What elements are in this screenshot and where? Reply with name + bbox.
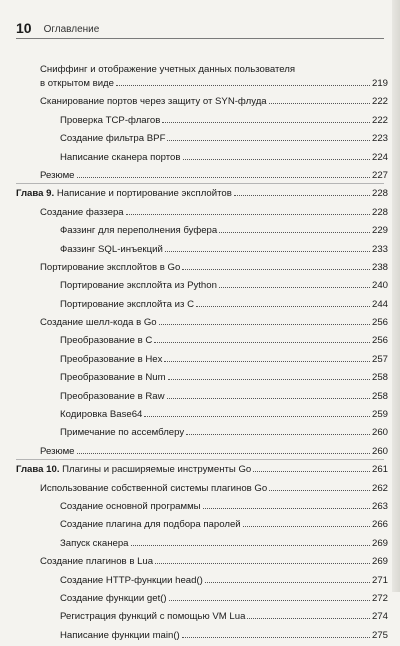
dot-leader — [186, 425, 370, 435]
toc-page-number: 224 — [371, 151, 388, 163]
dot-leader — [243, 517, 370, 527]
toc-page-number: 256 — [371, 335, 388, 347]
toc-page-number: 260 — [371, 445, 388, 457]
toc-entry-row[interactable] — [16, 260, 388, 278]
dot-leader — [167, 131, 370, 141]
toc-entry-label: Написание функции main() — [60, 629, 180, 641]
dot-leader — [167, 389, 370, 399]
toc-entry-row[interactable] — [16, 573, 388, 591]
dot-leader — [205, 573, 370, 583]
toc-entry-label: Создание плагинов в Lua — [40, 556, 154, 568]
toc-entry-label: Сканирование портов через защиту от SYN-флуда — [40, 96, 267, 108]
toc-entry-label: Портирование эксплойта из Python — [60, 280, 217, 292]
dot-leader — [168, 370, 370, 380]
running-title: Оглавление — [43, 24, 100, 35]
toc-entry-row[interactable] — [16, 223, 388, 241]
chapter-title: Написание и портирование эксплойтов — [54, 188, 232, 200]
toc-page-number: 229 — [371, 225, 388, 237]
toc-entry-row[interactable] — [16, 370, 388, 388]
toc-entry-row[interactable] — [16, 242, 388, 260]
toc-page-number: 258 — [371, 390, 388, 402]
toc-page-number: 227 — [371, 169, 388, 181]
toc-entry-row[interactable] — [16, 333, 388, 351]
dot-leader — [159, 315, 370, 325]
toc-entry-row[interactable] — [16, 352, 388, 370]
toc-page-number: 259 — [371, 409, 388, 421]
dot-leader — [269, 94, 370, 104]
dot-leader — [169, 591, 370, 601]
toc-entry-label: Сниффинг и отображение учетных данных пользователя — [40, 64, 296, 75]
toc-entry-label: Портирование эксплойтов в Go — [40, 261, 181, 273]
dot-leader — [144, 407, 370, 417]
toc-page-number: 271 — [371, 574, 388, 586]
toc-entry-label: Фаззинг для переполнения буфера — [60, 225, 218, 237]
toc-entry-label: Регистрация функций с помощью VM Lua — [60, 611, 246, 623]
toc-entry-row[interactable] — [16, 205, 388, 223]
toc-chapter-row[interactable] — [16, 186, 388, 204]
dot-leader — [234, 186, 370, 196]
chapter-separator — [16, 459, 384, 460]
dot-leader — [77, 168, 370, 178]
toc-entry-label: Проверка TCP-флагов — [60, 114, 161, 126]
dot-leader — [196, 297, 370, 307]
dot-leader — [126, 205, 370, 215]
toc-page-number: 222 — [371, 96, 388, 108]
toc-entry-row[interactable] — [16, 150, 388, 168]
dot-leader — [182, 260, 370, 270]
toc-entry-row[interactable] — [16, 76, 388, 94]
page-edge-shadow — [392, 0, 400, 592]
toc-entry-row[interactable] — [16, 297, 388, 315]
toc-page-number: 222 — [371, 114, 388, 126]
dot-leader — [203, 499, 370, 509]
toc-page-number: 262 — [371, 482, 388, 494]
toc-page-number: 256 — [371, 317, 388, 329]
toc-entry-label: Создание фильтра BPF — [60, 133, 166, 145]
toc-entry-label: Примечание по ассемблеру — [60, 427, 185, 439]
toc-entry-row[interactable] — [16, 64, 388, 76]
dot-leader — [131, 536, 370, 546]
dot-leader — [247, 609, 370, 619]
dot-leader — [154, 333, 370, 343]
toc-page-number: 261 — [371, 464, 388, 476]
toc-page-number: 275 — [371, 629, 388, 641]
toc-entry-label: Создание HTTP-функции head() — [60, 574, 203, 586]
dot-leader — [219, 278, 370, 288]
toc-page-number: 257 — [371, 353, 388, 365]
toc-entry-row[interactable] — [16, 425, 388, 443]
toc-entry-row[interactable] — [16, 499, 388, 517]
toc-entry-row[interactable] — [16, 517, 388, 535]
toc-entry-label — [16, 464, 251, 476]
table-of-contents — [16, 64, 388, 646]
toc-entry-label: Резюме — [40, 445, 75, 457]
toc-page-number: 263 — [371, 500, 388, 512]
toc-page-number: 260 — [371, 427, 388, 439]
toc-page-number: 219 — [371, 78, 388, 89]
toc-page-number: 274 — [371, 611, 388, 623]
page-header — [16, 18, 384, 39]
toc-entry-row[interactable] — [16, 131, 388, 149]
toc-page-number: 233 — [371, 243, 388, 255]
toc-entry-label: Преобразование в Raw — [60, 390, 165, 402]
chapter-title: Плагины и расширяемые инструменты Go — [59, 464, 252, 476]
toc-entry-label — [16, 188, 232, 200]
dot-leader — [164, 352, 370, 362]
toc-entry-label: Преобразование в C — [60, 335, 153, 347]
toc-entry-row[interactable] — [16, 554, 388, 572]
toc-entry-label: Создание плагина для подбора паролей — [60, 519, 241, 531]
toc-entry-label: Кодировка Base64 — [60, 409, 143, 421]
dot-leader — [162, 113, 370, 123]
toc-entry-label: Преобразование в Hex — [60, 353, 163, 365]
dot-leader — [269, 481, 370, 491]
toc-entry-label: Запуск сканера — [60, 537, 129, 549]
toc-page-number: 238 — [371, 261, 388, 273]
chapter-number: Глава 10. — [16, 464, 60, 476]
toc-entry-row[interactable] — [16, 536, 388, 554]
toc-entry-row[interactable] — [16, 278, 388, 296]
toc-entry-row[interactable] — [16, 591, 388, 609]
dot-leader — [183, 150, 370, 160]
toc-page-number: 272 — [371, 592, 388, 604]
toc-entry-row[interactable] — [16, 609, 388, 627]
toc-chapter-row[interactable] — [16, 462, 388, 480]
toc-page-number: 258 — [371, 372, 388, 384]
toc-entry-label: Создание фаззера — [40, 206, 124, 218]
chapter-number: Глава 9. — [16, 188, 55, 200]
toc-entry-label: Использование собственной системы плагинов Go — [40, 482, 268, 494]
toc-entry-label: Фаззинг SQL-инъекций — [60, 243, 163, 255]
toc-entry-label: в открытом виде — [40, 78, 114, 89]
dot-leader — [155, 554, 370, 564]
dot-leader — [77, 444, 370, 454]
toc-entry-label: Резюме — [40, 169, 75, 181]
chapter-separator — [16, 183, 384, 184]
toc-page-number: 269 — [371, 537, 388, 549]
toc-entry-row[interactable] — [16, 113, 388, 131]
toc-entry-row[interactable] — [16, 315, 388, 333]
toc-entry-row[interactable] — [16, 407, 388, 425]
dot-leader — [182, 628, 370, 638]
toc-page-number: 240 — [371, 280, 388, 292]
toc-entry-label: Создание основной программы — [60, 500, 201, 512]
toc-entry-label: Создание функции get() — [60, 592, 167, 604]
toc-page-number: 223 — [371, 133, 388, 145]
toc-entry-label: Создание шелл-кода в Go — [40, 317, 157, 329]
toc-entry-row[interactable] — [16, 389, 388, 407]
dot-leader — [253, 462, 370, 472]
toc-entry-row[interactable] — [16, 481, 388, 499]
toc-entry-row[interactable] — [16, 628, 388, 646]
toc-entry-label: Преобразование в Num — [60, 372, 166, 384]
toc-entry-row[interactable] — [16, 94, 388, 112]
dot-leader — [116, 76, 370, 86]
toc-page-number: 269 — [371, 556, 388, 568]
dot-leader — [165, 242, 370, 252]
toc-page-number: 228 — [371, 206, 388, 218]
toc-page-number: 266 — [371, 519, 388, 531]
page-number: 10 — [16, 20, 32, 36]
toc-entry-label: Написание сканера портов — [60, 151, 181, 163]
toc-entry-label: Портирование эксплойта из C — [60, 298, 194, 310]
dot-leader — [219, 223, 370, 233]
toc-page-number: 244 — [371, 298, 388, 310]
toc-page-number: 228 — [371, 188, 388, 200]
